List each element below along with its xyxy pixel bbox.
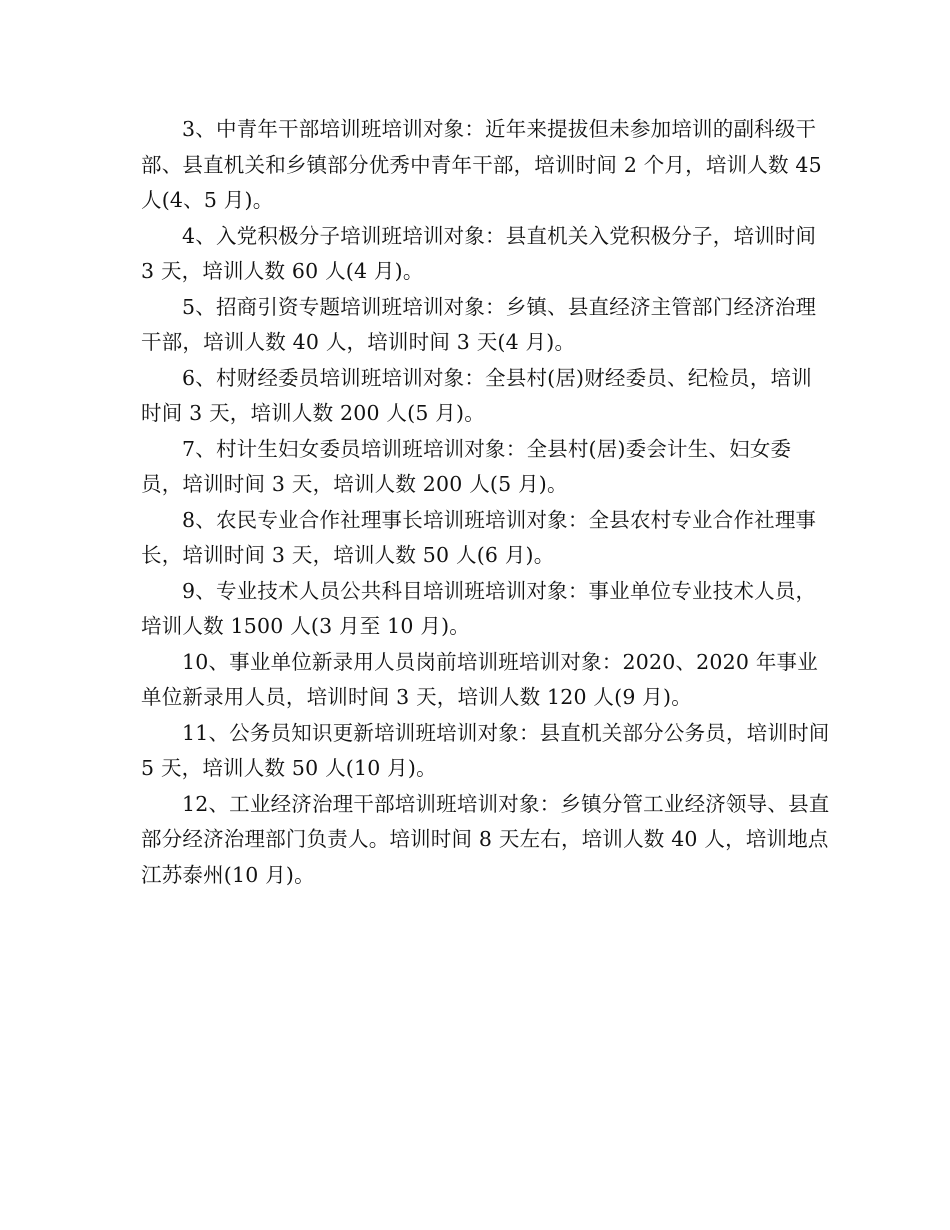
paragraph-item-3: 3、中青年干部培训班培训对象：近年来提拔但未参加培训的副科级干部、县直机关和乡镇部分优秀中青年干部，培训时间 2 个月，培训人数 45 人(4、5 月)。 xyxy=(141,117,822,212)
paragraph-item-10: 10、事业单位新录用人员岗前培训班培训对象：2020、2020 年事业单位新录用人员，培训时间 3 天，培训人数 120 人(9 月)。 xyxy=(141,649,818,709)
paragraph-item-6: 6、村财经委员培训班培训对象：全县村(居)财经委员、纪检员，培训时间 3 天，培训人数 200 人(5 月)。 xyxy=(141,365,812,425)
paragraph-item-8: 8、农民专业合作社理事长培训班培训对象：全县农村专业合作社理事长，培训时间 3 天，培训人数 50 人(6 月)。 xyxy=(141,507,817,567)
paragraph-item-4: 4、入党积极分子培训班培训对象：县直机关入党积极分子，培训时间 3 天，培训人数 60 人(4 月)。 xyxy=(141,223,817,283)
paragraph-item-11: 11、公务员知识更新培训班培训对象：县直机关部分公务员，培训时间 5 天，培训人数 50 人(10 月)。 xyxy=(141,720,830,780)
paragraph-item-7: 7、村计生妇女委员培训班培训对象：全县村(居)委会计生、妇女委员，培训时间 3 天，培训人数 200 人(5 月)。 xyxy=(141,436,792,496)
document-body xyxy=(141,112,831,893)
paragraph-item-9: 9、专业技术人员公共科目培训班培训对象：事业单位专业技术人员，培训人数 1500 人(3 月至 10 月)。 xyxy=(141,578,817,638)
paragraph-item-12: 12、工业经济治理干部培训班培训对象：乡镇分管工业经济领导、县直部分经济治理部门负责人。培训时间 8 天左右，培训人数 40 人，培训地点江苏泰州(10 月)。 xyxy=(141,791,830,887)
paragraph-item-5: 5、招商引资专题培训班培训对象：乡镇、县直经济主管部门经济治理干部，培训人数 40 人，培训时间 3 天(4 月)。 xyxy=(141,294,817,354)
